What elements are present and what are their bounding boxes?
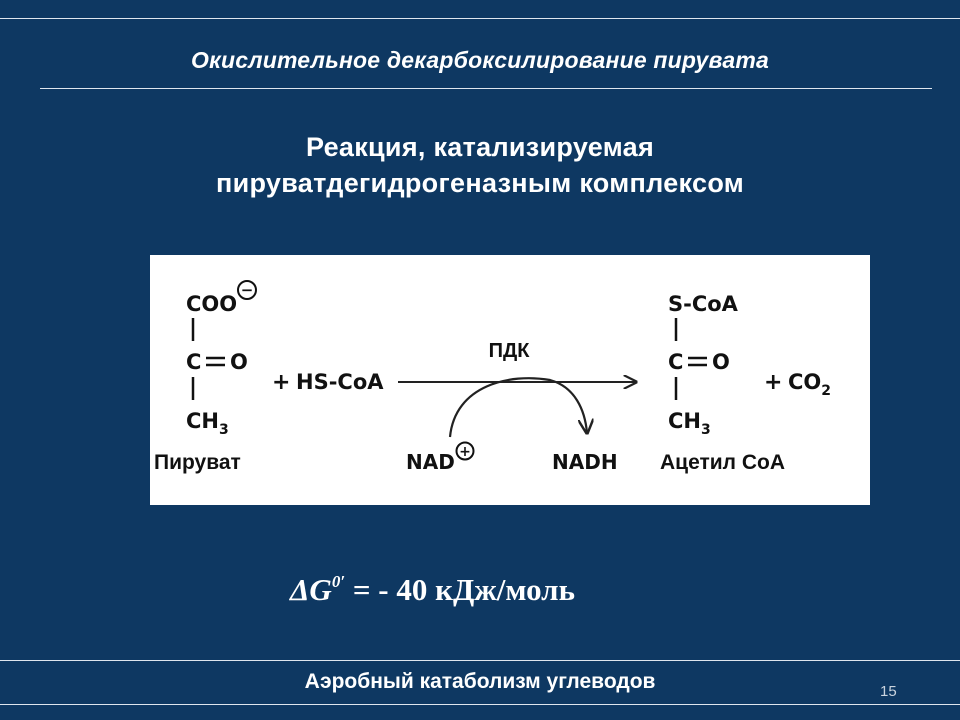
- negative-charge-sign: −: [240, 281, 254, 299]
- footer-bottom-rule: [0, 704, 960, 705]
- footer-top-rule: [0, 660, 960, 661]
- pyruvate-structure: [154, 281, 256, 474]
- cofactor-curved-arrow: [450, 378, 587, 437]
- co2-label: $CO_2$: [788, 370, 832, 399]
- pyruvate-methyl: $CH_3$: [186, 409, 229, 438]
- slide-footer: Аэробный катаболизм углеводов: [304, 670, 656, 693]
- plus-sign-2: +: [764, 370, 783, 395]
- subtitle-line-2: пируватдегидрогеназным комплексом: [215, 168, 745, 198]
- reaction-panel: [150, 255, 870, 505]
- positive-charge-sign: +: [459, 444, 471, 460]
- gibbs-superscript: 0′: [331, 571, 346, 591]
- gibbs-energy: [290, 572, 575, 608]
- gibbs-symbol: ΔG: [290, 572, 332, 607]
- enzyme-label: ПДК: [488, 340, 530, 362]
- pyruvate-carbonyl-o: O: [230, 350, 248, 374]
- acetyl-thioester: S-CoA: [668, 292, 738, 316]
- subtitle-line-1: Реакция, катализируемая: [305, 132, 655, 162]
- pyruvate-carboxylate: COO: [186, 292, 238, 316]
- pyruvate-label: Пируват: [154, 451, 241, 474]
- header-top-rule: [0, 18, 960, 19]
- gibbs-value: = - 40 кДж/моль: [345, 572, 575, 607]
- acetyl-carbonyl-o: O: [712, 350, 730, 374]
- page-number: 15: [880, 683, 897, 700]
- plus-sign-1: +: [272, 370, 291, 395]
- slide-header-title: Окислительное декарбоксилирование пирувата: [191, 47, 769, 73]
- nadh-label: NADH: [552, 450, 618, 474]
- acetyl-carbonyl-c: C: [668, 350, 684, 374]
- nad-label: NAD: [406, 450, 455, 474]
- acetyl-methyl: $CH_3$: [668, 409, 711, 438]
- pyruvate-carbonyl-c: C: [186, 350, 202, 374]
- slide-subtitle: [0, 129, 960, 201]
- header-bottom-rule: [40, 88, 932, 89]
- reaction-diagram: [150, 255, 870, 505]
- acetyl-coa-label: Ацетил CoA: [660, 451, 786, 474]
- hs-coa: HS-CoA: [296, 370, 384, 394]
